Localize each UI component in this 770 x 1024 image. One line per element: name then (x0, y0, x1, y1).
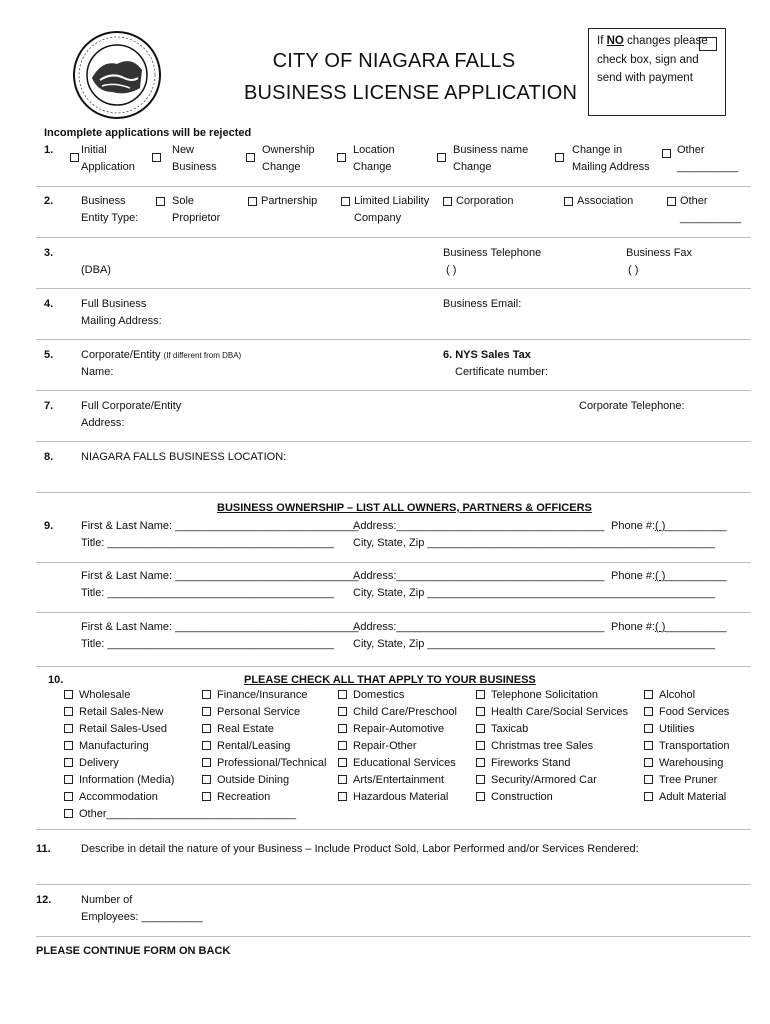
business-category-option[interactable] (644, 772, 717, 789)
owner-address-field[interactable]: Address:__________________________________ (353, 621, 605, 633)
business-category-label: Hazardous Material (353, 791, 449, 803)
application-type-checkbox[interactable] (246, 153, 255, 162)
business-location-label: NIAGARA FALLS BUSINESS LOCATION: (81, 451, 287, 463)
business-category-option[interactable] (202, 772, 289, 789)
owner-name-field[interactable]: First & Last Name: ______________________________ (81, 520, 359, 532)
business-category-label: Accommodation (79, 791, 158, 803)
business-category-option[interactable] (202, 704, 300, 721)
business-category-checkbox[interactable] (644, 707, 653, 716)
business-category-option[interactable] (202, 755, 326, 772)
entity-type-checkbox[interactable] (667, 197, 676, 206)
business-category-checkbox[interactable] (338, 775, 347, 784)
section-1-number: 1. (44, 144, 54, 156)
business-category-label: Professional/Technical (217, 757, 327, 769)
business-category-label: Food Services (659, 706, 730, 718)
entity-type-option-label: Corporation (456, 195, 514, 207)
business-category-label: Fireworks Stand (491, 757, 571, 769)
business-category-checkbox[interactable] (644, 690, 653, 699)
business-category-checkbox[interactable] (202, 690, 211, 699)
section-2-number: 2. (44, 195, 54, 207)
owner-address-field[interactable]: Address:__________________________________ (353, 570, 605, 582)
business-telephone-label: Business Telephone (443, 247, 542, 259)
phone-label: Phone #: (611, 570, 656, 582)
business-category-label: Construction (491, 791, 553, 803)
section-7-number: 7. (44, 400, 54, 412)
notice-text: changes please check box, sign and send with payment (597, 35, 708, 84)
owner-phone-field[interactable] (611, 518, 727, 535)
business-category-option[interactable] (644, 721, 694, 738)
business-category-label: Security/Armored Car (491, 774, 597, 786)
phone-area-code: ( ) (655, 621, 666, 633)
business-category-label: Manufacturing (79, 740, 149, 752)
business-category-label: Transportation (659, 740, 730, 752)
business-category-checkbox[interactable] (644, 792, 653, 801)
application-type-checkbox[interactable] (437, 153, 446, 162)
divider (36, 390, 751, 391)
application-type-checkbox[interactable] (152, 153, 161, 162)
application-type-option-label: Ownership Change (262, 144, 315, 173)
divider (36, 492, 751, 493)
business-category-option[interactable] (338, 738, 417, 755)
business-category-checkbox[interactable] (338, 792, 347, 801)
business-description-label: Describe in detail the nature of your Business – Include Product Sold, Labor Performed and/or Services Rendered: (81, 843, 639, 855)
business-category-option[interactable] (476, 772, 597, 789)
ownership-heading: BUSINESS OWNERSHIP – LIST ALL OWNERS, PARTNERS & OFFICERS (217, 502, 592, 514)
business-category-option[interactable] (64, 806, 296, 823)
business-category-checkbox[interactable] (476, 741, 485, 750)
business-category-checkbox[interactable] (338, 690, 347, 699)
business-category-option[interactable] (64, 789, 158, 806)
business-category-option[interactable] (476, 738, 593, 755)
section-5-number: 5. (44, 349, 54, 361)
owner-address-field[interactable]: Address:__________________________________ (353, 520, 605, 532)
section-4-number: 4. (44, 298, 54, 310)
section-11-number: 11. (36, 843, 51, 855)
business-category-checkbox[interactable] (338, 707, 347, 716)
owner-phone-field[interactable] (611, 619, 727, 636)
business-category-checkbox[interactable] (476, 775, 485, 784)
application-type-option-label: Other __________ (677, 144, 739, 173)
owner-name-field[interactable]: First & Last Name: ______________________________ (81, 621, 359, 633)
business-category-checkbox[interactable] (64, 792, 73, 801)
divider (36, 936, 751, 937)
business-category-checkbox[interactable] (64, 775, 73, 784)
corporate-telephone-label: Corporate Telephone: (579, 400, 685, 412)
form-title: CITY OF NIAGARA FALLS (272, 50, 516, 72)
business-category-checkbox[interactable] (64, 724, 73, 733)
section-9-number: 9. (44, 520, 54, 532)
entity-type-checkbox[interactable] (564, 197, 573, 206)
divider (36, 666, 751, 667)
business-category-option[interactable] (64, 721, 167, 738)
business-category-option[interactable] (202, 738, 290, 755)
rejection-warning: Incomplete applications will be rejected (44, 127, 252, 139)
business-category-label: Recreation (217, 791, 271, 803)
business-category-checkbox[interactable] (202, 707, 211, 716)
business-category-checkbox[interactable] (202, 724, 211, 733)
form-subtitle: BUSINESS LICENSE APPLICATION (244, 82, 578, 104)
owner-name-field[interactable]: First & Last Name: ______________________________ (81, 570, 359, 582)
application-type-checkbox[interactable] (662, 149, 671, 158)
business-category-label: Retail Sales-Used (79, 723, 168, 735)
business-category-checkbox[interactable] (64, 707, 73, 716)
business-category-label: Repair-Other (353, 740, 417, 752)
business-category-option[interactable] (476, 755, 570, 772)
business-category-checkbox[interactable] (476, 724, 485, 733)
no-changes-checkbox[interactable] (699, 37, 717, 51)
business-category-option[interactable] (644, 704, 729, 721)
corporate-name-note: (If different from DBA) (163, 351, 242, 360)
continue-on-back-note: PLEASE CONTINUE FORM ON BACK (36, 945, 231, 957)
owner-city-state-zip-field[interactable]: City, State, Zip _______________________________________________ (353, 638, 715, 650)
business-category-option[interactable] (476, 687, 598, 704)
business-category-option[interactable] (338, 772, 444, 789)
entity-type-checkbox[interactable] (341, 197, 350, 206)
divider (36, 288, 751, 289)
business-category-checkbox[interactable] (476, 758, 485, 767)
business-category-label: Educational Services (353, 757, 456, 769)
business-category-option[interactable] (64, 772, 174, 789)
business-category-checkbox[interactable] (64, 741, 73, 750)
entity-type-option-label: Limited Liability Company (354, 195, 430, 224)
phone-number-blank: __________ (665, 520, 727, 532)
business-category-label: Real Estate (217, 723, 274, 735)
business-category-label: Finance/Insurance (217, 689, 308, 701)
city-seal-logo (72, 30, 162, 120)
application-type-option-label: New Business (172, 144, 217, 173)
owner-phone-field[interactable] (611, 568, 727, 585)
entity-type-option-label: Partnership (261, 195, 318, 207)
business-category-checkbox[interactable] (644, 775, 653, 784)
entity-type-label: Business Entity Type: (81, 195, 139, 224)
divider (36, 339, 751, 340)
business-category-checkbox[interactable] (644, 758, 653, 767)
business-category-label: Alcohol (659, 689, 696, 701)
phone-label: Phone #: (611, 520, 656, 532)
business-category-option[interactable] (338, 755, 456, 772)
divider (36, 884, 751, 885)
notice-no: NO (606, 35, 624, 47)
business-category-checkbox[interactable] (64, 690, 73, 699)
business-category-label: Information (Media) (79, 774, 175, 786)
section-8-number: 8. (44, 451, 54, 463)
business-category-checkbox[interactable] (64, 758, 73, 767)
corporate-address-label: Full Corporate/Entity Address: (81, 400, 182, 429)
business-category-label: Retail Sales-New (79, 706, 164, 718)
employee-count-label: Number of Employees: __________ (81, 894, 203, 923)
business-category-label: Domestics (353, 689, 405, 701)
application-type-option-label: Initial Application (81, 144, 135, 173)
business-category-checkbox[interactable] (338, 758, 347, 767)
business-category-heading: PLEASE CHECK ALL THAT APPLY TO YOUR BUSINESS (244, 674, 536, 686)
phone-area-code: ( ) (655, 520, 666, 532)
section-10-number: 10. (48, 674, 64, 686)
phone-label: Phone #: (611, 621, 656, 633)
business-category-option[interactable] (476, 721, 528, 738)
application-type-option-label: Business name Change (453, 144, 529, 173)
business-category-option[interactable] (64, 755, 119, 772)
owner-title-field[interactable]: Title: _____________________________________ (81, 537, 334, 549)
divider (36, 441, 751, 442)
business-category-label: Warehousing (659, 757, 724, 769)
no-changes-notice (588, 28, 726, 116)
business-category-checkbox[interactable] (644, 741, 653, 750)
phone-number-blank: __________ (665, 570, 727, 582)
phone-area-code: ( ) (655, 570, 666, 582)
business-category-option[interactable] (338, 704, 457, 721)
divider (36, 237, 751, 238)
section-3-number: 3. (44, 247, 54, 259)
business-category-checkbox[interactable] (476, 690, 485, 699)
business-category-label: Other_______________________________ (79, 808, 297, 820)
phone-number-blank: __________ (665, 621, 727, 633)
business-category-checkbox[interactable] (202, 741, 211, 750)
business-category-option[interactable] (202, 789, 270, 806)
business-category-checkbox[interactable] (64, 809, 73, 818)
business-category-label: Wholesale (79, 689, 131, 701)
business-category-label: Child Care/Preschool (353, 706, 457, 718)
business-category-label: Personal Service (217, 706, 301, 718)
business-category-option[interactable] (338, 789, 448, 806)
business-category-label: Rental/Leasing (217, 740, 291, 752)
business-category-label: Telephone Solicitation (491, 689, 599, 701)
business-category-checkbox[interactable] (476, 707, 485, 716)
application-type-checkbox[interactable] (555, 153, 564, 162)
owner-city-state-zip-field[interactable]: City, State, Zip _______________________________________________ (353, 587, 715, 599)
business-category-option[interactable] (644, 789, 726, 806)
divider (36, 186, 751, 187)
business-category-option[interactable] (64, 687, 130, 704)
business-category-label: Arts/Entertainment (353, 774, 445, 786)
business-category-option[interactable] (644, 755, 723, 772)
business-telephone-field[interactable]: ( ) (446, 264, 457, 276)
owner-title-field[interactable]: Title: _____________________________________ (81, 638, 334, 650)
business-category-checkbox[interactable] (202, 758, 211, 767)
business-category-label: Utilities (659, 723, 695, 735)
divider (36, 829, 751, 830)
business-category-option[interactable] (476, 789, 553, 806)
business-category-option[interactable] (644, 687, 695, 704)
business-category-label: Health Care/Social Services (491, 706, 628, 718)
business-category-option[interactable] (64, 704, 163, 721)
business-email-label: Business Email: (443, 298, 522, 310)
entity-type-checkbox[interactable] (443, 197, 452, 206)
business-category-checkbox[interactable] (338, 741, 347, 750)
owner-city-state-zip-field[interactable]: City, State, Zip _______________________________________________ (353, 537, 715, 549)
application-type-checkbox[interactable] (337, 153, 346, 162)
dba-label: (DBA) (81, 264, 111, 276)
business-fax-label: Business Fax (626, 247, 693, 259)
application-type-option-label: Change in Mailing Address (572, 144, 650, 173)
business-category-checkbox[interactable] (202, 792, 211, 801)
entity-type-option-label: Sole Proprietor (172, 195, 221, 224)
application-type-checkbox[interactable] (70, 153, 79, 162)
business-category-label: Repair-Automotive (353, 723, 445, 735)
section-12-number: 12. (36, 894, 52, 906)
business-category-option[interactable] (338, 687, 404, 704)
business-category-option[interactable] (644, 738, 730, 755)
business-category-label: Taxicab (491, 723, 529, 735)
entity-type-checkbox[interactable] (156, 197, 165, 206)
business-category-option[interactable] (202, 721, 274, 738)
business-category-checkbox[interactable] (338, 724, 347, 733)
sales-tax-label: 6. NYS Sales Tax Certificate number: (443, 349, 548, 378)
business-category-label: Delivery (79, 757, 119, 769)
business-category-label: Outside Dining (217, 774, 290, 786)
mailing-address-label: Full Business Mailing Address: (81, 298, 162, 327)
business-category-option[interactable] (64, 738, 149, 755)
business-category-label: Adult Material (659, 791, 727, 803)
business-category-checkbox[interactable] (644, 724, 653, 733)
business-category-label: Christmas tree Sales (491, 740, 594, 752)
owner-title-field[interactable]: Title: _____________________________________ (81, 587, 334, 599)
entity-type-option-label: Other __________ (680, 195, 742, 224)
entity-type-checkbox[interactable] (248, 197, 257, 206)
entity-type-option-label: Association (577, 195, 634, 207)
divider (36, 612, 751, 613)
application-type-option-label: Location Change (353, 144, 395, 173)
business-category-option[interactable] (476, 704, 628, 721)
business-fax-field[interactable]: ( ) (628, 264, 639, 276)
business-category-label: Tree Pruner (659, 774, 718, 786)
business-category-checkbox[interactable] (202, 775, 211, 784)
business-category-option[interactable] (338, 721, 444, 738)
business-category-option[interactable] (202, 687, 308, 704)
business-category-checkbox[interactable] (476, 792, 485, 801)
divider (36, 562, 751, 563)
corporate-name-label: Corporate/Entity (If different from DBA) Name: (81, 349, 242, 378)
notice-prefix: If (597, 35, 607, 47)
